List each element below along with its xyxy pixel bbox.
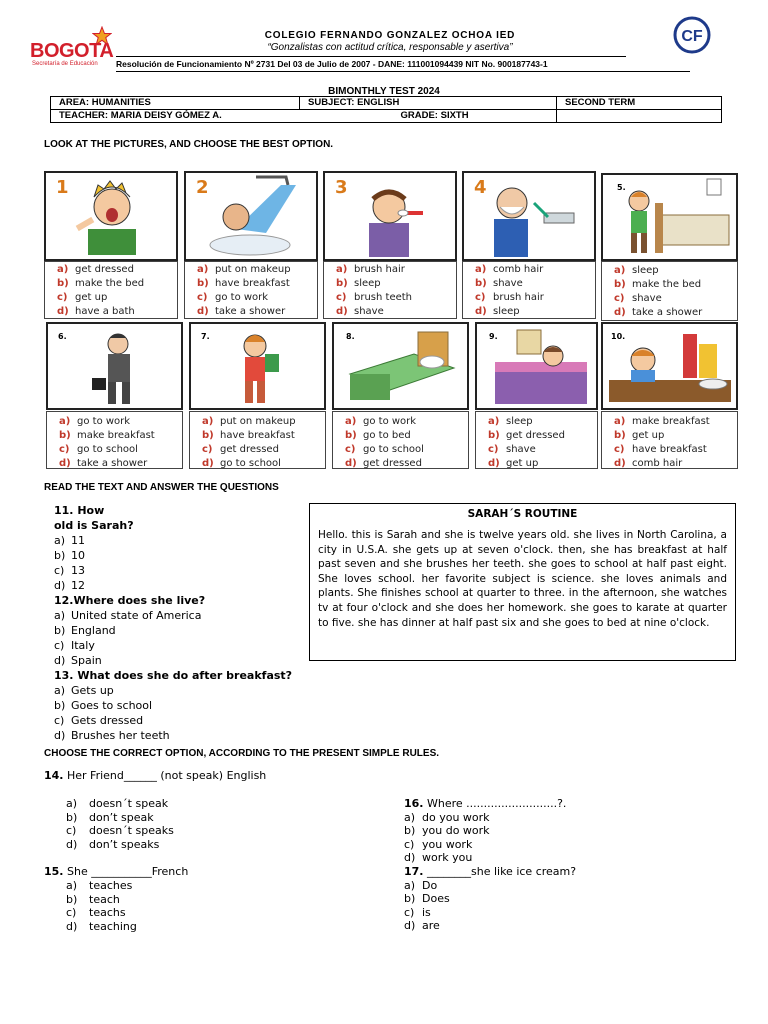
picture-number: 10. xyxy=(611,332,626,341)
area-cell: AREA: HUMANITIES xyxy=(51,97,300,110)
option-c[interactable]: c) you work xyxy=(404,837,473,851)
question-14-text: Her Friend______ (not speak) English xyxy=(67,769,267,782)
grade-text: GRADE: SIXTH xyxy=(400,110,469,121)
options-box-7 xyxy=(189,411,326,469)
option-a[interactable]: a) get dressed xyxy=(57,264,134,275)
picture-card-7 xyxy=(189,322,326,410)
option-c[interactable]: c) have breakfast xyxy=(614,444,707,455)
empty-cell xyxy=(557,110,722,123)
section-heading-pictures: LOOK AT THE PICTURES, AND CHOOSE THE BEST OPTION. xyxy=(44,139,334,150)
option-c[interactable]: c) Gets dressed xyxy=(54,714,144,727)
option-a[interactable]: a) go to work xyxy=(59,416,131,427)
picture-number: 1 xyxy=(56,177,69,198)
picture-card-6 xyxy=(46,322,183,410)
picture-card-3 xyxy=(323,171,457,261)
option-b[interactable]: b) have breakfast xyxy=(197,278,290,289)
option-a[interactable]: a) brush hair xyxy=(336,264,405,275)
picture-number: 3 xyxy=(335,177,348,198)
option-a[interactable]: a) sleep xyxy=(488,416,533,427)
option-d[interactable]: d) get dressed xyxy=(345,458,422,469)
option-c[interactable]: c) shave xyxy=(614,293,662,304)
option-d[interactable]: d) have a bath xyxy=(57,306,135,317)
option-c[interactable]: c) shave xyxy=(488,444,536,455)
options-box-1 xyxy=(44,261,178,319)
options-box-9 xyxy=(475,411,598,469)
option-a[interactable]: a) go to work xyxy=(345,416,417,427)
option-c[interactable]: c) go to school xyxy=(59,444,138,455)
question-17-number: 17. xyxy=(404,865,424,878)
option-b[interactable]: b) go to bed xyxy=(345,430,411,441)
picture-number: 4 xyxy=(474,177,487,198)
section-heading-reading: READ THE TEXT AND ANSWER THE QUESTIONS xyxy=(44,482,279,493)
boy-going-to-school-icon xyxy=(191,324,324,408)
school-logo xyxy=(672,15,712,55)
question-12: 12.Where does she live? xyxy=(54,594,206,607)
option-b[interactable]: b) get dressed xyxy=(488,430,565,441)
option-c[interactable]: c) get dressed xyxy=(202,444,279,455)
question-17-text: ________she like ice cream? xyxy=(427,865,577,878)
option-b[interactable]: b) shave xyxy=(475,278,523,289)
option-b[interactable]: b) don’t speak xyxy=(66,810,154,824)
picture-card-5 xyxy=(601,173,738,261)
divider xyxy=(116,56,626,57)
option-b[interactable]: b) Does xyxy=(404,892,450,905)
option-a[interactable]: a) doesn´t speak xyxy=(66,797,169,810)
question-16-number: 16. xyxy=(404,797,424,810)
logo-letters: CF xyxy=(681,28,703,45)
question-16-text: Where ..........................?. xyxy=(427,797,567,810)
option-b[interactable]: b) sleep xyxy=(336,278,381,289)
question-15 xyxy=(44,865,188,879)
option-b[interactable]: b) Goes to school xyxy=(54,699,153,712)
option-d[interactable]: d) shave xyxy=(336,306,384,317)
question-11-options xyxy=(54,533,304,743)
picture-card-2 xyxy=(184,171,318,261)
option-a[interactable]: a) put on makeup xyxy=(197,264,291,275)
logo-subtitle: Secretaría de Educación xyxy=(32,61,98,67)
option-c[interactable]: c) brush teeth xyxy=(336,292,413,303)
option-b[interactable]: b) you do work xyxy=(404,824,490,837)
picture-card-4 xyxy=(462,171,596,261)
option-c[interactable]: c) doesn´t speaks xyxy=(66,824,174,837)
option-b[interactable]: b) make the bed xyxy=(614,279,702,290)
picture-number: 6. xyxy=(58,332,67,341)
question-17 xyxy=(404,865,576,933)
question-14 xyxy=(44,769,266,783)
option-d[interactable]: d) take a shower xyxy=(197,306,286,317)
option-d[interactable]: d) go to school xyxy=(202,458,281,469)
question-11 xyxy=(54,503,304,533)
subject-cell: SUBJECT: ENGLISH xyxy=(300,97,557,110)
option-a[interactable]: a) Gets up xyxy=(54,684,114,697)
businessman-icon xyxy=(48,324,181,408)
option-d[interactable]: d) 12 xyxy=(54,579,85,592)
resolution-line: Resolución de Funcionamiento Nº 2731 Del 03 de Julio de 2007 - DANE: 111001094439 NIT No. 900187743-1 xyxy=(116,59,548,69)
option-b[interactable]: b) make breakfast xyxy=(59,430,155,441)
option-c[interactable]: c) teachs xyxy=(66,906,126,919)
term-cell: SECOND TERM xyxy=(557,97,722,110)
question-15-options xyxy=(66,879,137,933)
option-d[interactable]: d) teaching xyxy=(66,919,137,933)
info-table xyxy=(50,96,722,123)
option-b[interactable]: b) teach xyxy=(66,892,120,906)
picture-number: 9. xyxy=(489,332,498,341)
option-b[interactable]: b) 10 xyxy=(54,549,85,562)
option-d[interactable]: d) don’t speaks xyxy=(66,837,160,851)
option-b[interactable]: b) have breakfast xyxy=(202,430,295,441)
question-16 xyxy=(404,797,566,865)
picture-card-10 xyxy=(601,322,738,410)
option-c[interactable]: c) go to work xyxy=(197,292,269,303)
teacher-cell xyxy=(51,110,557,123)
option-a[interactable]: a) do you work xyxy=(404,810,490,824)
option-b[interactable]: b) get up xyxy=(614,430,665,441)
question-14-number: 14. xyxy=(44,769,64,782)
question-15-text: She ___________French xyxy=(67,865,189,878)
option-c[interactable]: c) is xyxy=(404,905,431,919)
section-heading-grammar: CHOOSE THE CORRECT OPTION, ACCORDING TO THE PRESENT SIMPLE RULES. xyxy=(44,748,440,759)
option-c[interactable]: c) go to school xyxy=(345,444,424,455)
options-box-4 xyxy=(462,261,596,319)
divider xyxy=(116,71,690,72)
teacher-text: TEACHER: MARIA DEISY GÓMEZ A. xyxy=(59,110,222,121)
question-11-line1: 11. How xyxy=(54,504,105,517)
school-motto: “Gonzalistas con actitud crítica, responsable y asertiva” xyxy=(267,42,513,53)
option-d[interactable]: d) comb hair xyxy=(614,458,683,469)
option-a[interactable]: a) United state of America xyxy=(54,609,202,622)
option-a[interactable]: a) sleep xyxy=(614,265,659,276)
option-a[interactable]: a) comb hair xyxy=(475,264,544,275)
option-d[interactable]: d) Brushes her teeth xyxy=(54,729,170,742)
options-box-10 xyxy=(601,411,738,469)
question-13: 13. What does she do after breakfast? xyxy=(54,669,293,682)
test-title: BIMONTHLY TEST 2024 xyxy=(328,86,440,97)
option-d[interactable]: d) work you xyxy=(404,851,473,864)
option-c[interactable]: c) brush hair xyxy=(475,292,544,303)
option-a[interactable]: a) Do xyxy=(404,878,438,892)
logo-word: BOGOTA xyxy=(30,40,114,62)
option-a[interactable]: a) 11 xyxy=(54,534,85,547)
option-d[interactable]: d) take a shower xyxy=(614,307,703,318)
option-c[interactable]: c) get up xyxy=(57,292,108,303)
question-11-line2: old is Sarah? xyxy=(54,519,134,532)
story-box xyxy=(309,503,736,661)
picture-card-8 xyxy=(332,322,469,410)
picture-card-1 xyxy=(44,171,178,261)
school-name: COLEGIO FERNANDO GONZALEZ OCHOA IED xyxy=(264,30,516,41)
options-box-6 xyxy=(46,411,183,469)
option-a[interactable]: a) put on makeup xyxy=(202,416,296,427)
option-d[interactable]: d) sleep xyxy=(475,306,520,317)
options-box-3 xyxy=(323,261,457,319)
option-a[interactable]: a) make breakfast xyxy=(614,416,710,427)
question-15-number: 15. xyxy=(44,865,64,878)
picture-number: 5. xyxy=(617,183,626,192)
option-a[interactable]: a) teaches xyxy=(66,879,133,892)
options-box-2 xyxy=(184,261,318,319)
option-b[interactable]: b) England xyxy=(54,624,116,637)
option-d[interactable]: d) Spain xyxy=(54,654,102,667)
options-box-8 xyxy=(332,411,469,469)
options-box-5 xyxy=(601,261,738,321)
option-c[interactable]: c) 13 xyxy=(54,564,85,577)
picture-number: 7. xyxy=(201,332,210,341)
option-c[interactable]: c) Italy xyxy=(54,639,95,652)
story-text: Hello. this is Sarah and she is twelve years old. she lives in North Carolina, a city in U.S.A. she gets up at seven o'clock. then, she has breakfast at half past seven and she brushes her teeth. she goes to school at half past eight. She loves school. her favorite subject is science. she loves animals and plants. She finishes school at quarter to three. in the afternoon, she watches tv at four o'clock and she does her homework. she goes to karate at quarter to five. she has dinner at half past six and she goes to bed at nine o'clock. xyxy=(318,529,727,629)
picture-number: 8. xyxy=(346,332,355,341)
picture-card-9 xyxy=(475,322,598,410)
picture-number: 2 xyxy=(196,177,209,198)
option-d[interactable]: d) get up xyxy=(488,458,539,469)
option-d[interactable]: d) are xyxy=(404,919,440,932)
option-d[interactable]: d) take a shower xyxy=(59,458,148,469)
story-title: SARAH´S ROUTINE xyxy=(467,508,578,520)
option-b[interactable]: b) make the bed xyxy=(57,278,145,289)
question-14-options xyxy=(66,797,174,851)
bogota-logo xyxy=(30,30,114,70)
